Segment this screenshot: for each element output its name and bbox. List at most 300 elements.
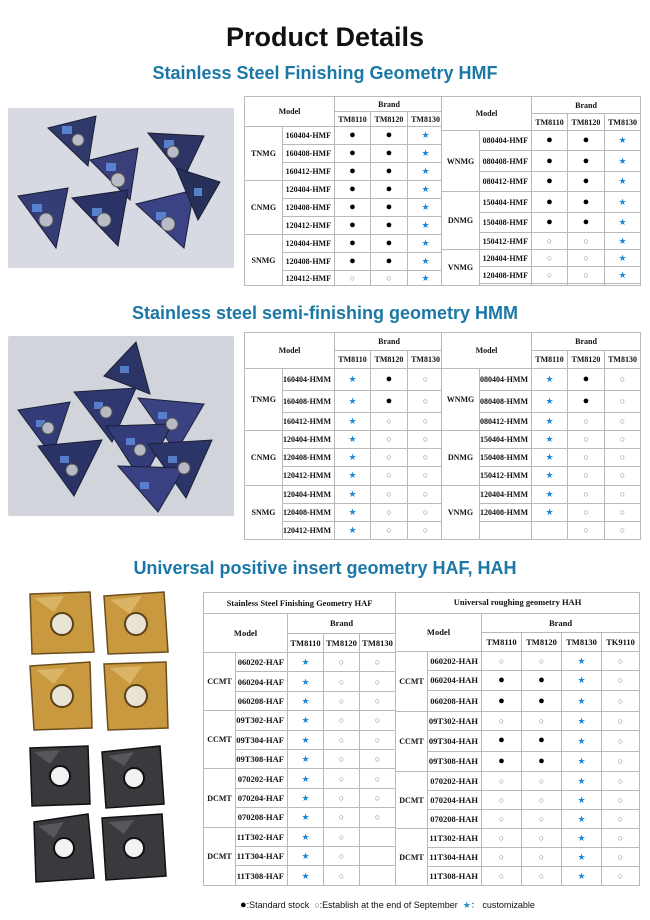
availability-cell <box>335 199 371 217</box>
availability-cell <box>568 467 605 485</box>
circle-icon: ○ <box>617 675 624 686</box>
dot-icon: ● <box>582 154 590 167</box>
circle-icon: ○ <box>386 506 392 517</box>
grade-header: TM8110 <box>288 633 324 652</box>
availability-cell <box>408 503 444 521</box>
model-cell: 060208-HAH <box>428 691 482 712</box>
model-cell: 060204-HAH <box>428 670 482 691</box>
availability-cell <box>324 788 360 807</box>
dot-icon: ● <box>385 147 393 159</box>
circle-icon: ○ <box>338 715 345 726</box>
availability-cell <box>288 672 324 691</box>
table-row <box>245 431 444 449</box>
model-cell: 120408-HMF <box>283 253 335 271</box>
availability-cell <box>482 829 522 848</box>
circle-icon: ○ <box>386 272 392 283</box>
availability-cell <box>335 271 371 286</box>
availability-cell <box>605 431 641 449</box>
model-cell: 09T308-HAH <box>428 751 482 772</box>
availability-cell <box>324 769 360 788</box>
availability-cell <box>568 391 605 413</box>
dot-icon: ● <box>385 219 393 231</box>
availability-cell <box>532 250 568 267</box>
legend-star-icon: ★ <box>462 900 471 910</box>
availability-cell <box>371 145 408 163</box>
availability-cell <box>522 810 562 829</box>
availability-cell <box>371 163 408 181</box>
availability-cell <box>335 521 371 539</box>
availability-cell <box>335 235 371 253</box>
availability-cell <box>568 431 605 449</box>
model-cell: 150404-HMF <box>480 192 532 212</box>
availability-cell <box>562 772 602 791</box>
availability-cell <box>532 131 568 151</box>
availability-cell <box>482 866 522 885</box>
dot-icon: ● <box>349 129 356 141</box>
model-header: Model <box>245 333 335 369</box>
model-header: Model <box>245 97 335 127</box>
circle-icon: ○ <box>583 235 589 246</box>
availability-cell <box>602 691 640 712</box>
availability-cell <box>360 730 396 749</box>
dot-icon: ● <box>385 255 393 267</box>
availability-cell <box>532 212 568 232</box>
circle-icon: ○ <box>619 470 626 481</box>
circle-icon: ○ <box>617 776 624 787</box>
circle-icon: ○ <box>617 814 624 825</box>
grade-header: TM8120 <box>371 351 408 369</box>
dot-icon: ● <box>546 134 553 147</box>
star-icon: ★ <box>348 434 357 445</box>
table-caption: Stainless Steel Finishing Geometry HAF <box>204 593 396 614</box>
availability-cell <box>408 199 444 217</box>
model-cell: 09T304-HAH <box>428 730 482 751</box>
availability-cell <box>482 810 522 829</box>
availability-cell <box>532 267 568 284</box>
availability-cell <box>371 181 408 199</box>
dot-icon: ● <box>582 215 590 228</box>
availability-cell <box>371 467 408 485</box>
dot-icon: ● <box>538 754 545 767</box>
availability-cell <box>605 485 641 503</box>
availability-cell <box>288 730 324 749</box>
star-icon: ★ <box>618 269 627 280</box>
insert-type-cell: SNMG <box>245 485 283 540</box>
model-cell: 160404-HMF <box>283 127 335 145</box>
circle-icon: ○ <box>338 793 345 804</box>
availability-cell <box>371 199 408 217</box>
model-cell: 09T308-HAF <box>236 750 288 769</box>
star-icon: ★ <box>618 135 627 146</box>
insert-type-cell: CCMT <box>396 711 428 771</box>
page-title: Product Details <box>225 22 425 52</box>
section-title-hmf: Stainless Steel Finishing Geometry HMF <box>152 63 498 83</box>
brand-header: Brand <box>335 333 444 351</box>
star-icon: ★ <box>545 434 554 445</box>
availability-cell <box>605 212 641 232</box>
section-title-hmm: Stainless steel semi-finishing geometry HMM <box>131 303 519 323</box>
insert-type-cell: CNMG <box>245 431 283 485</box>
model-cell: 160404-HMM <box>283 369 335 391</box>
legend-circle-icon: ○ <box>314 900 320 910</box>
circle-icon: ○ <box>538 655 545 666</box>
availability-cell <box>288 808 324 827</box>
table-row <box>245 235 444 253</box>
brand-header: Brand <box>288 614 396 633</box>
circle-icon: ○ <box>374 696 381 706</box>
hah-table <box>395 592 640 886</box>
availability-cell <box>602 730 640 751</box>
availability-cell <box>522 791 562 810</box>
availability-cell <box>335 163 371 181</box>
circle-icon: ○ <box>374 812 381 823</box>
availability-cell <box>568 233 605 250</box>
circle-icon: ○ <box>619 374 626 385</box>
model-cell: 160412-HMF <box>283 163 335 181</box>
model-cell: 11T302-HAF <box>236 827 288 846</box>
circle-icon: ○ <box>498 814 505 825</box>
grade-header: TM8130 <box>408 351 444 369</box>
availability-cell <box>562 847 602 866</box>
table-row <box>396 791 640 810</box>
insert-type-cell: WNMG <box>442 369 480 431</box>
insert-type-cell: DCMT <box>396 772 428 829</box>
star-icon: ★ <box>545 506 554 517</box>
circle-icon: ○ <box>619 434 626 445</box>
availability-cell <box>562 651 602 670</box>
availability-cell <box>568 192 605 212</box>
circle-icon: ○ <box>498 655 505 666</box>
star-icon: ★ <box>301 715 310 726</box>
circle-icon: ○ <box>338 851 345 862</box>
availability-cell <box>522 711 562 730</box>
table-row <box>442 431 641 449</box>
model-cell: 150408-HMF <box>480 212 532 232</box>
star-icon: ★ <box>301 754 310 765</box>
star-icon: ★ <box>348 488 357 499</box>
star-icon: ★ <box>301 851 310 862</box>
availability-cell <box>532 151 568 171</box>
model-cell: 120412-HMF <box>283 217 335 235</box>
availability-cell <box>288 711 324 730</box>
circle-icon: ○ <box>338 870 345 881</box>
circle-icon: ○ <box>617 696 624 707</box>
brand-header: Brand <box>335 97 444 112</box>
star-icon: ★ <box>421 184 430 194</box>
star-icon: ★ <box>577 756 586 767</box>
insert-type-cell: DCMT <box>396 829 428 886</box>
grade-header: TM8110 <box>532 351 568 369</box>
star-icon: ★ <box>301 773 310 784</box>
circle-icon: ○ <box>619 415 626 426</box>
table-row <box>442 192 641 212</box>
availability-cell <box>335 217 371 235</box>
circle-icon: ○ <box>617 735 624 746</box>
model-cell <box>480 521 532 539</box>
star-icon: ★ <box>348 415 357 426</box>
table-row <box>245 127 444 145</box>
hmm-inserts-photo <box>8 336 234 516</box>
availability-cell <box>371 412 408 430</box>
grade-header: TM8110 <box>532 114 568 131</box>
star-icon: ★ <box>545 452 554 463</box>
circle-icon: ○ <box>538 715 545 726</box>
dot-icon: ● <box>582 394 590 407</box>
model-cell: 120404-HMF <box>283 181 335 199</box>
circle-icon: ○ <box>374 676 381 687</box>
model-cell: 150412-HMF <box>480 233 532 250</box>
model-cell: 070208-HAH <box>428 810 482 829</box>
availability-cell <box>288 866 324 886</box>
circle-icon: ○ <box>617 795 624 806</box>
empty-cell <box>532 284 568 286</box>
circle-icon: ○ <box>386 452 392 463</box>
star-icon: ★ <box>301 676 310 687</box>
availability-cell <box>324 847 360 866</box>
star-icon: ★ <box>577 776 586 787</box>
availability-cell <box>562 866 602 885</box>
model-cell: 120408-HMM <box>480 503 532 521</box>
dot-icon: ● <box>349 201 356 213</box>
circle-icon: ○ <box>338 831 345 842</box>
availability-cell <box>408 217 444 235</box>
star-icon: ★ <box>421 166 430 176</box>
model-cell: 080412-HMM <box>480 412 532 430</box>
table-row <box>396 866 640 885</box>
model-cell: 120412-HMF <box>283 271 335 286</box>
table-row <box>204 769 396 788</box>
availability-cell <box>324 827 360 846</box>
availability-cell <box>482 751 522 772</box>
hmm-right-table <box>441 332 641 540</box>
star-icon: ★ <box>348 452 357 463</box>
availability-cell <box>408 412 444 430</box>
circle-icon: ○ <box>374 657 381 668</box>
model-cell: 070204-HAF <box>236 788 288 807</box>
star-icon: ★ <box>577 715 586 726</box>
star-icon: ★ <box>577 696 586 707</box>
availability-cell <box>568 267 605 284</box>
availability-cell <box>360 769 396 788</box>
circle-icon: ○ <box>422 470 429 481</box>
availability-cell <box>605 412 641 430</box>
model-cell: 060204-HAF <box>236 672 288 691</box>
availability-cell <box>408 467 444 485</box>
model-cell <box>480 284 532 286</box>
availability-cell <box>562 711 602 730</box>
star-icon: ★ <box>301 734 310 745</box>
insert-type-cell: SNMG <box>245 235 283 286</box>
dot-icon: ● <box>546 154 553 167</box>
model-cell: 120412-HMM <box>283 467 335 485</box>
star-icon: ★ <box>348 395 357 406</box>
dot-icon: ● <box>582 195 590 208</box>
availability-cell <box>532 412 568 430</box>
circle-icon: ○ <box>498 833 505 843</box>
availability-cell <box>605 171 641 191</box>
insert-type-cell: DNMG <box>442 431 480 485</box>
availability-cell <box>335 449 371 467</box>
availability-cell <box>522 847 562 866</box>
availability-cell <box>371 503 408 521</box>
circle-icon: ○ <box>374 715 381 726</box>
dot-icon: ● <box>349 183 356 195</box>
model-cell: 11T308-HAF <box>236 866 288 886</box>
availability-cell <box>335 127 371 145</box>
legend-standard-stock: :Standard stock <box>246 900 310 910</box>
table-row <box>204 711 396 730</box>
grade-header: TM8110 <box>335 351 371 369</box>
table-row <box>204 827 396 846</box>
circle-icon: ○ <box>386 524 392 535</box>
insert-type-cell: DCMT <box>204 827 236 885</box>
star-icon: ★ <box>301 812 310 823</box>
star-icon: ★ <box>545 488 554 499</box>
availability-cell <box>602 866 640 885</box>
availability-cell <box>568 212 605 232</box>
availability-cell <box>602 810 640 829</box>
star-icon: ★ <box>545 395 554 406</box>
model-cell: 120404-HMF <box>480 250 532 267</box>
model-cell: 120408-HMM <box>283 449 335 467</box>
circle-icon: ○ <box>538 776 545 787</box>
table-row <box>396 810 640 829</box>
brand-header: Brand <box>532 333 641 351</box>
model-cell: 120404-HMM <box>283 485 335 503</box>
star-icon: ★ <box>618 155 627 166</box>
grade-header: TM8120 <box>568 114 605 131</box>
circle-icon: ○ <box>583 524 589 535</box>
model-cell: 120408-HMM <box>283 503 335 521</box>
dot-icon: ● <box>385 394 393 407</box>
availability-cell <box>335 467 371 485</box>
availability-cell <box>482 670 522 691</box>
table-row <box>396 847 640 866</box>
model-cell: 150404-HMM <box>480 431 532 449</box>
empty-cell <box>360 827 396 846</box>
circle-icon: ○ <box>546 252 553 263</box>
availability-cell <box>532 431 568 449</box>
table-row <box>245 369 444 391</box>
availability-cell <box>335 181 371 199</box>
star-icon: ★ <box>301 696 310 706</box>
insert-type-cell: DNMG <box>442 192 480 250</box>
model-cell: 120408-HMF <box>480 267 532 284</box>
circle-icon: ○ <box>374 793 381 804</box>
insert-type-cell: CNMG <box>245 181 283 235</box>
circle-icon: ○ <box>498 715 505 726</box>
availability-cell <box>602 670 640 691</box>
grade-header: TM8130 <box>605 114 641 131</box>
table-row <box>442 131 641 151</box>
circle-icon: ○ <box>619 506 626 517</box>
availability-cell <box>371 253 408 271</box>
availability-cell <box>335 485 371 503</box>
availability-cell <box>371 271 408 286</box>
gold-inserts-photo <box>24 588 174 738</box>
availability-cell <box>360 788 396 807</box>
availability-cell <box>288 847 324 866</box>
circle-icon: ○ <box>374 754 381 765</box>
circle-icon: ○ <box>583 470 589 481</box>
table-caption: Universal roughing geometry HAH <box>396 593 640 614</box>
availability-cell <box>371 217 408 235</box>
star-icon: ★ <box>577 833 586 843</box>
availability-cell <box>562 791 602 810</box>
circle-icon: ○ <box>386 488 392 499</box>
circle-icon: ○ <box>374 734 381 745</box>
hmf-left-table <box>244 96 444 286</box>
insert-type-cell: TNMG <box>245 369 283 431</box>
dot-icon: ● <box>538 673 545 686</box>
availability-cell <box>522 751 562 772</box>
availability-cell <box>602 772 640 791</box>
model-header: Model <box>442 333 532 369</box>
star-icon: ★ <box>618 216 627 227</box>
dot-icon: ● <box>498 734 505 747</box>
circle-icon: ○ <box>619 395 626 406</box>
circle-icon: ○ <box>338 734 345 745</box>
model-cell: 080408-HMF <box>480 151 532 171</box>
table-row <box>245 485 444 503</box>
model-header: Model <box>442 97 532 131</box>
availability-cell <box>288 652 324 671</box>
star-icon: ★ <box>618 196 627 207</box>
model-cell: 070208-HAF <box>236 808 288 827</box>
dot-icon: ● <box>582 373 590 386</box>
table-row <box>396 751 640 772</box>
availability-cell <box>288 691 324 710</box>
availability-cell <box>602 847 640 866</box>
star-icon: ★ <box>545 415 554 426</box>
availability-cell <box>605 192 641 212</box>
table-row <box>396 670 640 691</box>
circle-icon: ○ <box>617 833 624 843</box>
availability-cell <box>605 267 641 284</box>
availability-cell <box>605 467 641 485</box>
availability-cell <box>532 485 568 503</box>
grade-header: TK9110 <box>602 632 640 651</box>
table-row <box>245 181 444 199</box>
table-row <box>396 772 640 791</box>
availability-cell <box>522 866 562 885</box>
availability-cell <box>522 730 562 751</box>
circle-icon: ○ <box>583 434 589 445</box>
circle-icon: ○ <box>583 269 589 280</box>
availability-cell <box>568 250 605 267</box>
empty-cell <box>605 284 641 286</box>
model-cell: 060202-HAF <box>236 652 288 671</box>
star-icon: ★ <box>577 851 586 862</box>
availability-cell <box>562 691 602 712</box>
model-cell: 09T302-HAH <box>428 711 482 730</box>
dot-icon: ● <box>349 237 356 249</box>
availability-cell <box>408 391 444 413</box>
grade-header: TM8110 <box>335 112 371 127</box>
model-cell: 160408-HMM <box>283 391 335 413</box>
legend-customizable: ： customizable <box>470 900 535 910</box>
dot-icon: ● <box>498 694 505 707</box>
availability-cell <box>324 866 360 886</box>
availability-cell <box>532 369 568 391</box>
model-cell: 080404-HMF <box>480 131 532 151</box>
availability-cell <box>324 711 360 730</box>
availability-cell <box>408 485 444 503</box>
circle-icon: ○ <box>546 269 553 280</box>
availability-cell <box>360 711 396 730</box>
availability-cell <box>408 127 444 145</box>
star-icon: ★ <box>348 506 357 517</box>
